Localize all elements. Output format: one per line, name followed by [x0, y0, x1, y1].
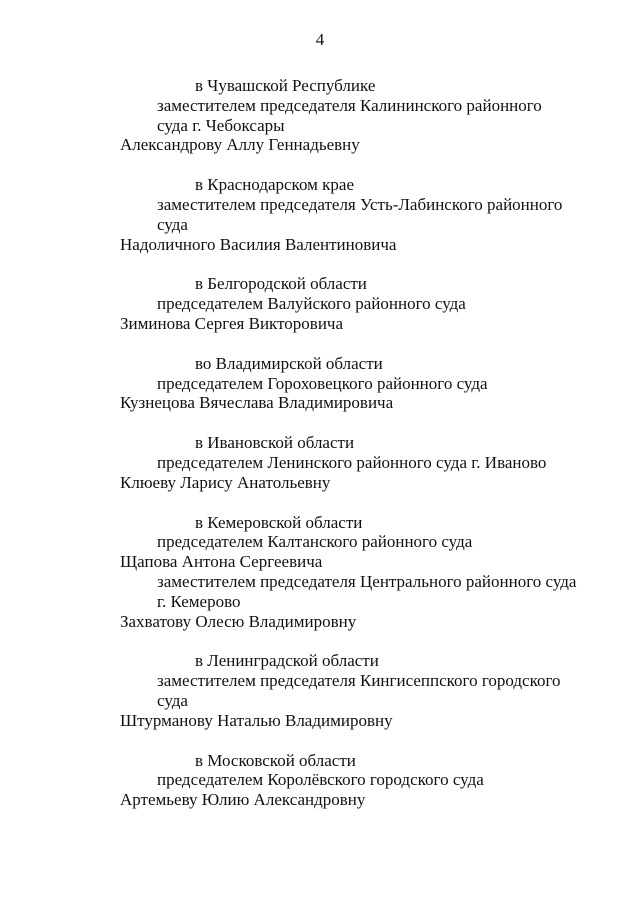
region-heading: в Белгородской области [195, 274, 367, 294]
appointment-list [0, 76, 640, 830]
appointee-name: Артемьеву Юлию Александровну [120, 790, 366, 810]
region-heading: в Чувашской Республике [195, 76, 376, 95]
position-line: заместителем председателя Калининского районного [157, 95, 542, 115]
region-block [0, 175, 640, 254]
region-heading: в Ивановской области [195, 433, 355, 453]
appointee-name: Клюеву Ларису Анатольевну [120, 472, 331, 492]
position-line: председателем Ленинского районного суда г. Иваново [157, 452, 547, 472]
region-block [0, 651, 640, 730]
region-heading: во Владимирской области [195, 353, 383, 373]
region-block [0, 513, 640, 632]
position-line: председателем Гороховецкого районного суда [157, 373, 488, 393]
position-line: председателем Калтанского районного суда [157, 532, 473, 552]
appointee-name: Штурманову Наталью Владимировну [120, 710, 393, 730]
region-block [0, 274, 640, 333]
position-line: суда [157, 690, 188, 710]
appointee-name: Надоличного Василия Валентиновича [120, 234, 397, 254]
region-heading: в Краснодарском крае [195, 175, 354, 195]
appointee-name: Александрову Аллу Геннадьевну [120, 135, 360, 155]
position-line: суда г. Чебоксары [157, 115, 285, 135]
appointee-name: Зиминова Сергея Викторовича [120, 313, 344, 333]
region-block [0, 76, 640, 155]
appointee-name: Кузнецова Вячеслава Владимировича [120, 393, 394, 413]
region-block [0, 751, 640, 810]
region-block [0, 433, 640, 492]
position-line: г. Кемерово [157, 591, 241, 611]
position-line: председателем Валуйского районного суда [157, 294, 466, 314]
region-heading: в Ленинградской области [195, 651, 379, 671]
region-heading: в Московской области [195, 750, 356, 770]
position-line: заместителем председателя Центрального районного суда [157, 571, 577, 591]
position-line: суда [157, 214, 188, 234]
position-line: заместителем председателя Усть-Лабинского районного [157, 194, 563, 214]
appointee-name: Щапова Антона Сергеевича [120, 552, 323, 572]
position-line: председателем Королёвского городского суда [157, 770, 484, 790]
region-heading: в Кемеровской области [195, 512, 363, 532]
position-line: заместителем председателя Кингисеппского городского [157, 671, 561, 691]
region-block [0, 354, 640, 413]
page-number: 4 [315, 30, 325, 49]
appointee-name: Захватову Олесю Владимировну [120, 611, 357, 631]
